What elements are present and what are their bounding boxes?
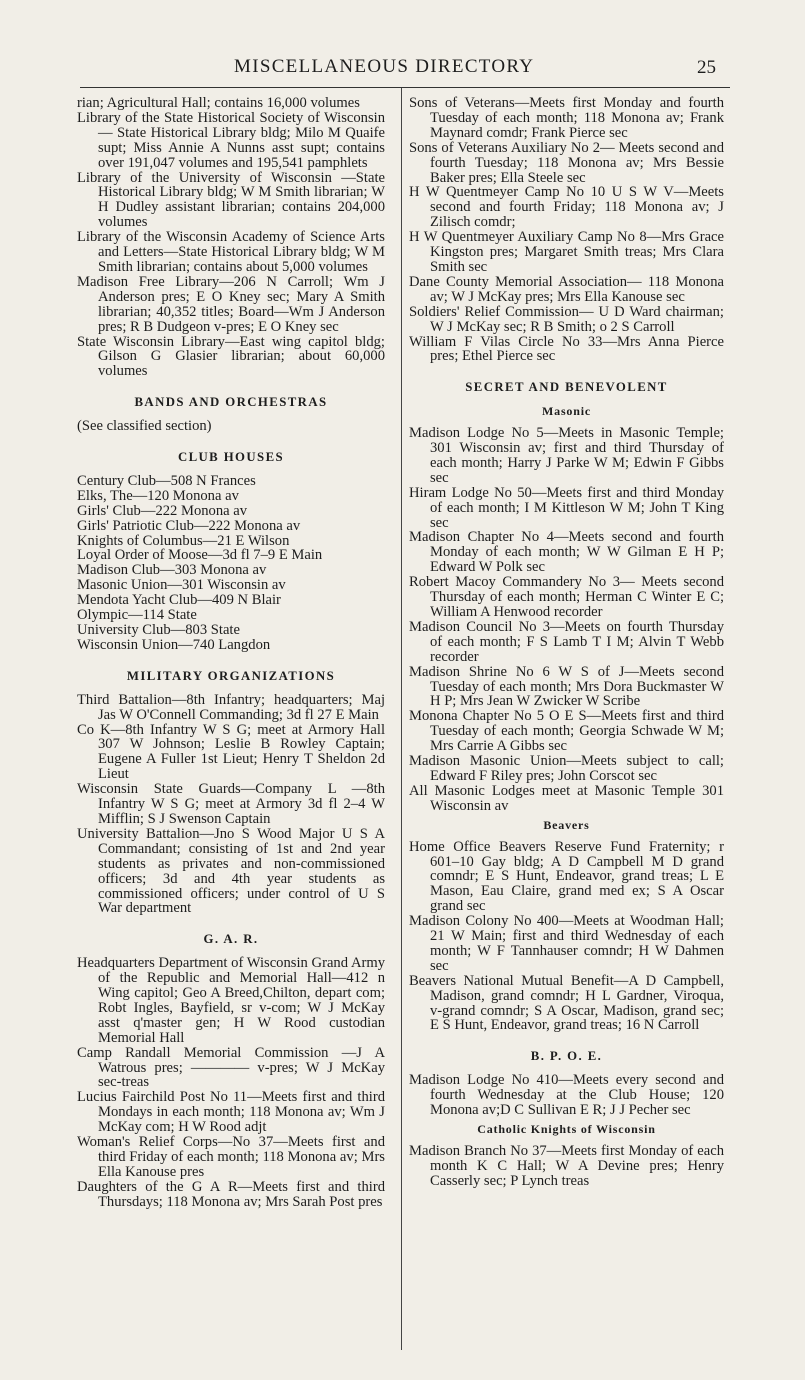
- subsection-heading: Masonic: [542, 404, 591, 419]
- section-heading: G. A. R.: [203, 932, 259, 947]
- directory-entry: H W Quentmeyer Camp No 10 U S W V—Meets second and fourth Friday; 118 Monona av; J Zilisch comdr;: [409, 184, 724, 231]
- directory-entry: Madison Masonic Union—Meets subject to call; Edward F Riley pres; John Corscot sec: [409, 753, 724, 784]
- subsection-heading: Beavers: [543, 817, 590, 832]
- directory-entry: Madison Branch No 37—Meets first Monday of each month K C Hall; W A Devine pres; Henry Casserly sec; P Lynch treas: [409, 1142, 724, 1189]
- directory-entry: Library of the State Historical Society of Wisconsin — State Historical Library bldg; Milo M Quaife supt; Miss Annie A Nunns asst supt; contains over 191,047 volumes and 195,541 pamphlets: [77, 109, 385, 171]
- directory-entry: Co K—8th Infantry W S G; meet at Armory Hall 307 W Johnson; Leslie B Rowley Captain; Eugene A Fuller 1st Lieut; Henry T Sheldon 2d Lieut: [77, 721, 385, 783]
- header-rule: [80, 87, 730, 88]
- section-heading: MILITARY ORGANIZATIONS: [126, 668, 336, 683]
- page-number: 25: [697, 57, 716, 78]
- directory-entry: Olympic—114 State: [77, 607, 197, 624]
- directory-entry: Library of the Wisconsin Academy of Science Arts and Letters—State Historical Library bldg; W M Smith librarian; contains about 5,000 volumes: [77, 229, 385, 275]
- directory-entry: Camp Randall Memorial Commission —J A Watrous pres; ———— v-pres; W J McKay sec-treas: [77, 1044, 385, 1091]
- directory-entry: All Masonic Lodges meet at Masonic Temple 301 Wisconsin av: [409, 782, 724, 814]
- directory-entry: Madison Shrine No 6 W S of J—Meets second Tuesday of each month; Mrs Dora Buckmaster W H P; Mrs Jean W Zwicker W Scribe: [409, 663, 724, 710]
- section-heading: BANDS AND ORCHESTRAS: [134, 395, 328, 410]
- directory-entry: University Battalion—Jno S Wood Major U S A Commandant; consisting of 1st and 2nd year students as privates and non-commissioned officers; 3d and 4th year students as commissioned officers; under control of U S War department: [77, 825, 385, 917]
- right-column: [409, 96, 724, 1189]
- directory-entry: Dane County Memorial Association— 118 Monona av; W J McKay pres; Mrs Ella Kanouse sec: [409, 273, 724, 305]
- directory-entry: Robert Macoy Commandery No 3— Meets second Thursday of each month; Herman C Winter E C; William A Henwood recorder: [409, 574, 724, 620]
- subsection-heading: Catholic Knights of Wisconsin: [477, 1122, 656, 1136]
- page-header: [0, 56, 805, 84]
- directory-entry: Madison Council No 3—Meets on fourth Thursday of each month; F S Lamb T I M; Alvin T Webb recorder: [409, 618, 724, 665]
- directory-entry: H W Quentmeyer Auxiliary Camp No 8—Mrs Grace Kingston pres; Margaret Smith treas; Mrs Clara Smith sec: [409, 229, 724, 275]
- directory-entry: Headquarters Department of Wisconsin Grand Army of the Republic and Memorial Hall—412 n Wing capitol; Geo A Breed,Chilton, depart com; Robt Ingles, Bayfield, sr v-com; W J McKay asst q'master gen; H W Rood custodian Memorial Hall: [77, 955, 385, 1046]
- directory-entry: Masonic Union—301 Wisconsin av: [77, 577, 286, 594]
- directory-entry: Woman's Relief Corps—No 37—Meets first and third Friday of each month; 118 Monona av; Mrs Ella Kanouse pres: [77, 1134, 385, 1180]
- directory-entry: Hiram Lodge No 50—Meets first and third Monday of each month; I M Kittleson W M; John T King sec: [409, 484, 724, 531]
- directory-entry: Sons of Veterans Auxiliary No 2— Meets second and fourth Tuesday; 118 Monona av; Mrs Bessie Baker pres; Ella Steele sec: [409, 139, 724, 186]
- directory-entry: Madison Free Library—206 N Carroll; Wm J Anderson pres; E O Kney sec; Mary A Smith librarian; 40,352 titles; Board—Wm J Anderson pres; R B Dudgeon v-pres; E O Kney sec: [77, 273, 385, 335]
- directory-entry: Century Club—508 N Frances: [77, 472, 256, 489]
- directory-entry: Daughters of the G A R—Meets first and third Thursdays; 118 Monona av; Mrs Sarah Post pres: [77, 1178, 385, 1210]
- directory-entry: Knights of Columbus—21 E Wilson: [77, 532, 290, 549]
- directory-entry: Madison Lodge No 5—Meets in Masonic Temple; 301 Wisconsin av; first and third Thursday of each month; Harry J Parke W M; Edwin F Gibbs sec: [409, 425, 724, 486]
- directory-entry: Madison Chapter No 4—Meets second and fourth Monday of each month; W W Gilman E H P; Edward W Polk sec: [409, 529, 724, 576]
- directory-entry: Beavers National Mutual Benefit—A D Campbell, Madison, grand comndr; H L Gardner, Viroqua, v-grand comndr; S A Oscar, Madison, grand sec; E S Hunt, Endeavor, grand treas; 16 N Carroll: [409, 972, 724, 1034]
- note-text: (See classified section): [77, 418, 212, 435]
- directory-entry: Home Office Beavers Reserve Fund Fraternity; r 601–10 Gay bldg; A D Campbell M D grand comndr; E S Hunt, Endeavor, grand treas; L E Mason, Eau Claire, grand med ex; S A Oscar grand sec: [409, 838, 724, 915]
- directory-entry: Sons of Veterans—Meets first Monday and fourth Tuesday of each month; 118 Monona av; Frank Maynard comdr; Frank Pierce sec: [409, 95, 724, 141]
- directory-entry: Girls' Patriotic Club—222 Monona av: [77, 517, 301, 534]
- directory-entry: Madison Colony No 400—Meets at Woodman Hall; 21 W Main; first and third Wednesday of each month; W F Tannhauser comndr; H W Dahmen sec: [409, 913, 724, 974]
- directory-entry: State Wisconsin Library—East wing capitol bldg; Gilson G Glasier librarian; about 60,000 volumes: [77, 333, 385, 380]
- directory-entry: William F Vilas Circle No 33—Mrs Anna Pierce pres; Ethel Pierce sec: [409, 333, 724, 365]
- directory-entry: Madison Lodge No 410—Meets every second and fourth Wednesday at the Club House; 120 Monona av;D C Sullivan E R; J J Pecher sec: [409, 1072, 724, 1119]
- section-heading: CLUB HOUSES: [177, 450, 285, 465]
- directory-entry: University Club—803 State: [77, 622, 240, 638]
- left-column: [77, 96, 385, 1210]
- directory-entry: Girls' Club—222 Monona av: [77, 502, 248, 519]
- directory-entry: Third Battalion—8th Infantry; headquarters; Maj Jas W O'Connell Commanding; 3d fl 27 E Main: [77, 691, 385, 723]
- directory-entry: Soldiers' Relief Commission— U D Ward chairman; W J McKay sec; R B Smith; o 2 S Carroll: [409, 303, 724, 335]
- section-heading: SECRET AND BENEVOLENT: [465, 380, 668, 395]
- directory-entry: Madison Club—303 Monona av: [77, 562, 267, 579]
- directory-entry: Wisconsin Union—740 Langdon: [77, 636, 271, 653]
- section-heading: B. P. O. E.: [530, 1049, 603, 1064]
- directory-entry: Elks, The—120 Monona av: [77, 487, 239, 504]
- directory-entry: Lucius Fairchild Post No 11—Meets first and third Mondays in each month; 118 Monona av; Wm J McKay com; H W Rood adjt: [77, 1089, 385, 1136]
- directory-entry: Mendota Yacht Club—409 N Blair: [77, 592, 281, 609]
- column-divider: [401, 88, 402, 1350]
- directory-entry: rian; Agricultural Hall; contains 16,000 volumes: [77, 95, 360, 111]
- running-title: MISCELLANEOUS DIRECTORY: [234, 56, 535, 77]
- directory-entry: Monona Chapter No 5 O E S—Meets first and third Tuesday of each month; Georgia Schwade W M; Mrs Carrie A Gibbs sec: [409, 708, 724, 755]
- directory-entry: Loyal Order of Moose—3d fl 7–9 E Main: [77, 547, 323, 564]
- directory-entry: Wisconsin State Guards—Company L —8th Infantry W S G; meet at Armory 3d fl 2–4 W Mifflin; S J Swenson Captain: [77, 781, 385, 827]
- directory-entry: Library of the University of Wisconsin —State Historical Library bldg; W M Smith librarian; W H Dudley assistant librarian; contains 204,000 volumes: [77, 169, 385, 231]
